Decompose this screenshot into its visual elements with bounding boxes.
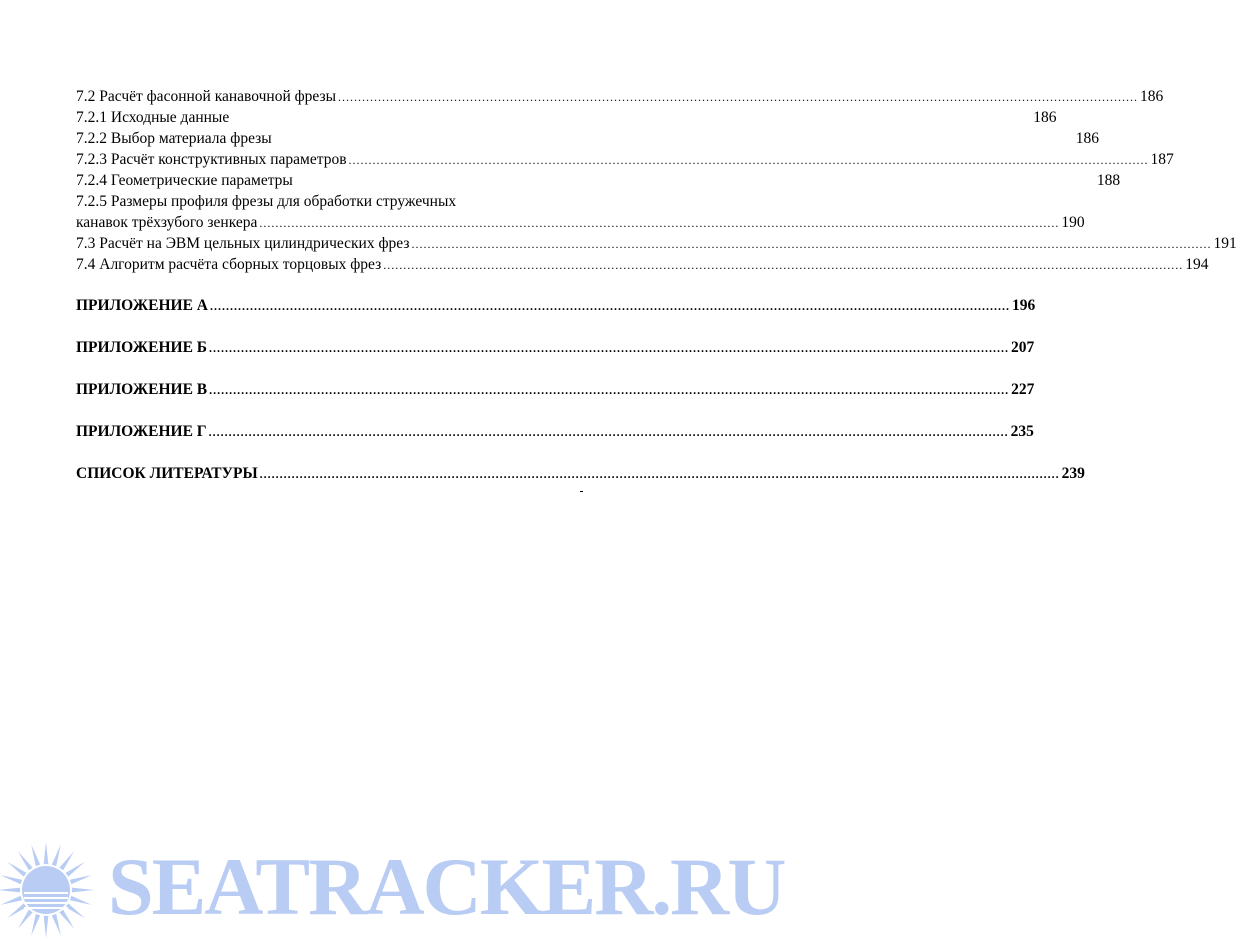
toc-entry-title: 7.2.2 Выбор материала фрезы [76, 130, 272, 147]
toc-entry [76, 254, 1209, 275]
toc-entry-page: 186 [1033, 109, 1057, 126]
sun-ray [66, 862, 85, 877]
sun-ray [0, 888, 20, 893]
dot-leader: ........................................................................................................................................................................................................ [338, 90, 1139, 104]
toc-appendix-page: 235 [1010, 423, 1034, 440]
sun-ray [72, 888, 94, 893]
watermark-text: SEATRACKER.RU [108, 841, 785, 932]
toc-appendix-title: ПРИЛОЖЕНИЕ В [76, 381, 208, 398]
sun-ray [18, 851, 33, 870]
toc-appendix [76, 295, 1036, 316]
sun-ray [59, 910, 74, 929]
sun-ray [52, 844, 61, 866]
sun-ray [70, 896, 92, 905]
toc-appendix [76, 379, 1035, 400]
toc-entry-page: 191 [1213, 235, 1237, 252]
toc-entry-page: 188 [1096, 172, 1121, 189]
toc-entry-title: 7.2.1 Исходные данные [76, 109, 230, 126]
toc-entry [76, 86, 1164, 107]
dot-leader: ........................................................................................................................................................................................................ [259, 467, 1060, 481]
toc-appendix [76, 421, 1034, 442]
toc-entry-page: 187 [1150, 151, 1174, 168]
toc-entry [76, 170, 1121, 191]
toc-appendix-title: ПРИЛОЖЕНИЕ Б [76, 339, 208, 356]
sun-ray [44, 842, 49, 864]
sun-ray [70, 875, 92, 884]
toc-entry-page: 186 [1140, 88, 1164, 105]
toc-entry-title: 7.3 Расчёт на ЭВМ цельных цилиндрических фрез [76, 235, 410, 252]
dot-leader: ........................................................................................................................................................................................................ [259, 216, 1060, 230]
sun-stripe [24, 897, 68, 899]
sun-ray [18, 910, 33, 929]
toc-appendix-title: ПРИЛОЖЕНИЕ А [76, 297, 208, 314]
dot-leader: ........................................................................................................................................................................................................ [209, 341, 1010, 355]
toc-entry-page: 186 [1075, 130, 1099, 147]
sun-ray [0, 896, 22, 905]
toc-entry-title: 7.2.5 Размеры профиля фрезы для обработки стружечных [76, 193, 457, 210]
toc-entry [76, 149, 1174, 170]
sun-ray [7, 862, 26, 877]
toc-bibliography-page: 239 [1061, 465, 1085, 482]
dot-leader: ........................................................................................................................................................................................................ [348, 153, 1149, 167]
page-mark [580, 491, 583, 492]
dot-leader: ........................................................................................................................................................................................................ [383, 258, 1184, 272]
toc-entry [76, 233, 1237, 254]
sun-stripe [24, 892, 68, 894]
dot-leader: ........................................................................................................................................................................................................ [411, 237, 1212, 251]
sun-ray [31, 914, 40, 936]
toc-entry-title: 7.2.3 Расчёт конструктивных параметров [76, 151, 347, 168]
toc-entry-page: 194 [1185, 256, 1209, 273]
toc-entry [76, 128, 1099, 149]
toc-appendix-title: ПРИЛОЖЕНИЕ Г [76, 423, 207, 440]
toc-entry-title: 7.4 Алгоритм расчёта сборных торцовых фрез [76, 256, 382, 273]
dot-leader: ........................................................................................................................................................................................................ [209, 383, 1010, 397]
toc-entry-continuation: канавок трёхзубого зенкера [76, 214, 258, 231]
dot-leader: ........................................................................................................................................................................................................ [210, 299, 1010, 313]
sun-icon [0, 842, 94, 938]
toc-appendix [76, 337, 1035, 358]
dot-leader: ........................................................................................................................................................................................................ [208, 425, 1009, 439]
sun-ray [0, 875, 22, 884]
sun-ray [31, 844, 40, 866]
table-of-contents [76, 86, 1237, 484]
toc-entry-page: 190 [1061, 214, 1085, 231]
sun-stripe [24, 902, 68, 904]
sun-ray [66, 903, 85, 918]
toc-bibliography-title: СПИСОК ЛИТЕРАТУРЫ [76, 465, 258, 482]
sun-ray [59, 851, 74, 870]
sun-ray [7, 903, 26, 918]
toc-appendix-page: 196 [1012, 297, 1036, 314]
sun-stripe [24, 907, 68, 909]
toc-entry-title: 7.2.4 Геометрические параметры [76, 172, 293, 189]
toc-appendix-page: 207 [1011, 339, 1035, 356]
sun-ray [52, 914, 61, 936]
toc-appendix-page: 227 [1011, 381, 1035, 398]
toc-entry [76, 107, 1057, 128]
toc-entry-title: 7.2 Расчёт фасонной канавочной фрезы [76, 88, 337, 105]
sun-ray [44, 916, 49, 938]
toc-entry [76, 212, 1085, 233]
toc-bibliography [76, 463, 1085, 484]
sun-disc [22, 866, 70, 914]
